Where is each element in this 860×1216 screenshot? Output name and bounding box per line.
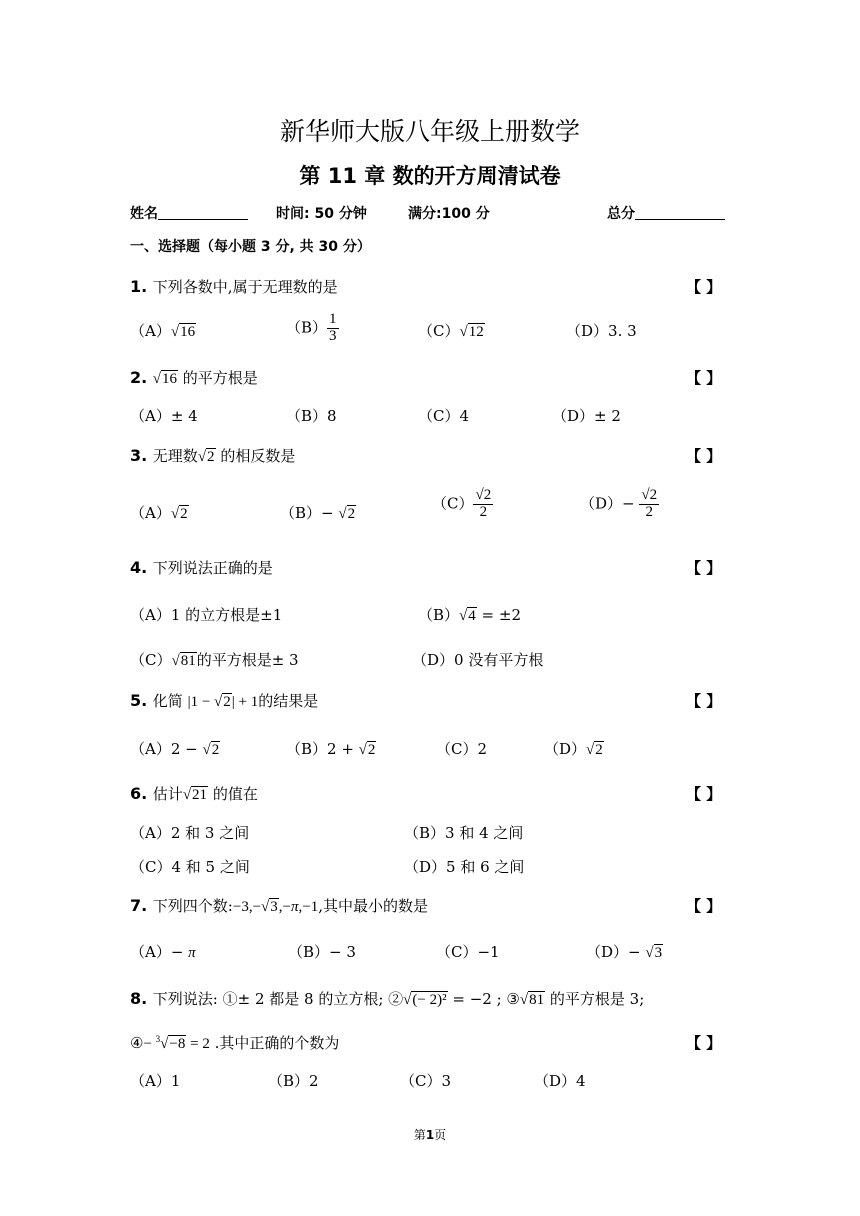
document-subtitle: 第 11 章 数的开方周清试卷 [299,164,561,188]
answer-bracket[interactable]: 【 】 [686,369,722,387]
question-number: 3 [130,446,142,465]
page-footer: 第1页 [413,1128,447,1142]
question-2: 2. √16 的平方根是 [130,368,258,387]
question-number: 1 [130,277,142,296]
option-d[interactable]: （D）0 没有平方根 [412,651,544,669]
option-d[interactable]: （D）3. 3 [566,322,637,340]
option-d[interactable]: （D）√2 [544,740,603,758]
question-stem: 下列各数中,属于无理数的是 [152,278,338,296]
option-c[interactable]: （C）3 [400,1072,452,1090]
question-number: 4 [130,558,142,577]
option-c[interactable]: （C）4 [418,407,470,425]
option-b[interactable]: （B） $\frac{1}{3}$ [286,311,337,344]
option-b[interactable]: （B）3 和 4 之间 [404,824,524,842]
answer-bracket[interactable]: 【 】 [686,1034,722,1052]
question-number: 6 [130,784,142,803]
option-a[interactable]: （A）− π [130,943,196,961]
question-number: 7 [130,896,142,915]
question-3: 3. 无理数√2 的相反数是 [130,446,296,465]
option-a[interactable]: （A）1 的立方根是±1 [130,606,283,624]
option-c[interactable]: （C）√12 [418,322,484,340]
question-1: 1. 下列各数中,属于无理数的是 [130,277,338,296]
name-label: 姓名 [130,206,158,222]
option-a[interactable]: （A）√16 [130,322,196,340]
answer-bracket[interactable]: 【 】 [686,278,722,296]
option-d[interactable]: （D）4 [534,1072,586,1090]
option-b[interactable]: （B）− 3 [288,943,356,961]
option-a[interactable]: （A）√2 [130,504,188,522]
option-c[interactable]: （C） $\frac{√2}{2}$ [432,487,492,520]
name-field [130,203,248,223]
total-blank[interactable] [635,205,725,220]
question-number: 5 [130,691,142,710]
question-stem: 下列说法正确的是 [152,559,273,577]
time-label: 时间: 50 分钟 [276,206,367,222]
option-c[interactable]: （C）−1 [436,943,500,961]
total-field [607,203,725,223]
question-4: 4. 下列说法正确的是 [130,558,273,577]
question-7: 7. 下列四个数:−3,−√3,−π,−1,其中最小的数是 [130,896,428,915]
answer-bracket[interactable]: 【 】 [686,785,722,803]
option-b[interactable]: （B）√4 = ±2 [418,606,521,624]
option-d[interactable]: （D）5 和 6 之间 [404,858,525,876]
option-b[interactable]: （B）− √2 [280,504,356,522]
option-b[interactable]: （B）8 [286,407,337,425]
total-label: 总分 [607,206,635,222]
answer-bracket[interactable]: 【 】 [686,897,722,915]
option-d[interactable]: （D）− √3 [586,943,663,961]
section-heading: 一、选择题（每小题 3 分, 共 30 分） [130,239,371,255]
answer-bracket[interactable]: 【 】 [686,559,722,577]
option-a[interactable]: （A）2 − √2 [130,740,220,758]
question-6: 6. 估计√21 的值在 [130,784,258,803]
option-c[interactable]: （C）2 [436,740,488,758]
option-a[interactable]: （A）2 和 3 之间 [130,824,250,842]
question-8-line-2: ④− $^3$√−8 = 2 .其中正确的个数为 [130,1034,340,1052]
question-8: 8. 下列说法: ①± 2 都是 8 的立方根; ②√(− 2)² = −2 ; ③√81 的平方根是 3; [130,989,645,1008]
option-a[interactable]: （A）± 4 [130,407,198,425]
name-blank[interactable] [158,205,248,220]
page-number: 1 [425,1128,435,1142]
answer-bracket[interactable]: 【 】 [686,447,722,465]
question-5: 5. 化简 |1 − √2| + 1的结果是 [130,691,319,710]
option-a[interactable]: （A）1 [130,1072,181,1090]
question-number: 2 [130,368,142,387]
answer-bracket[interactable]: 【 】 [686,692,722,710]
option-c[interactable]: （C）√81的平方根是± 3 [130,651,299,669]
document-title: 新华师大版八年级上册数学 [279,117,580,146]
option-b[interactable]: （B）2 + √2 [286,740,376,758]
question-number: 8 [130,989,142,1008]
option-c[interactable]: （C）4 和 5 之间 [130,858,250,876]
option-d[interactable]: （D）± 2 [552,407,621,425]
option-d[interactable]: （D）− $\frac{√2}{2}$ [580,487,658,520]
score-label: 满分:100 分 [408,206,490,222]
option-b[interactable]: （B）2 [268,1072,319,1090]
